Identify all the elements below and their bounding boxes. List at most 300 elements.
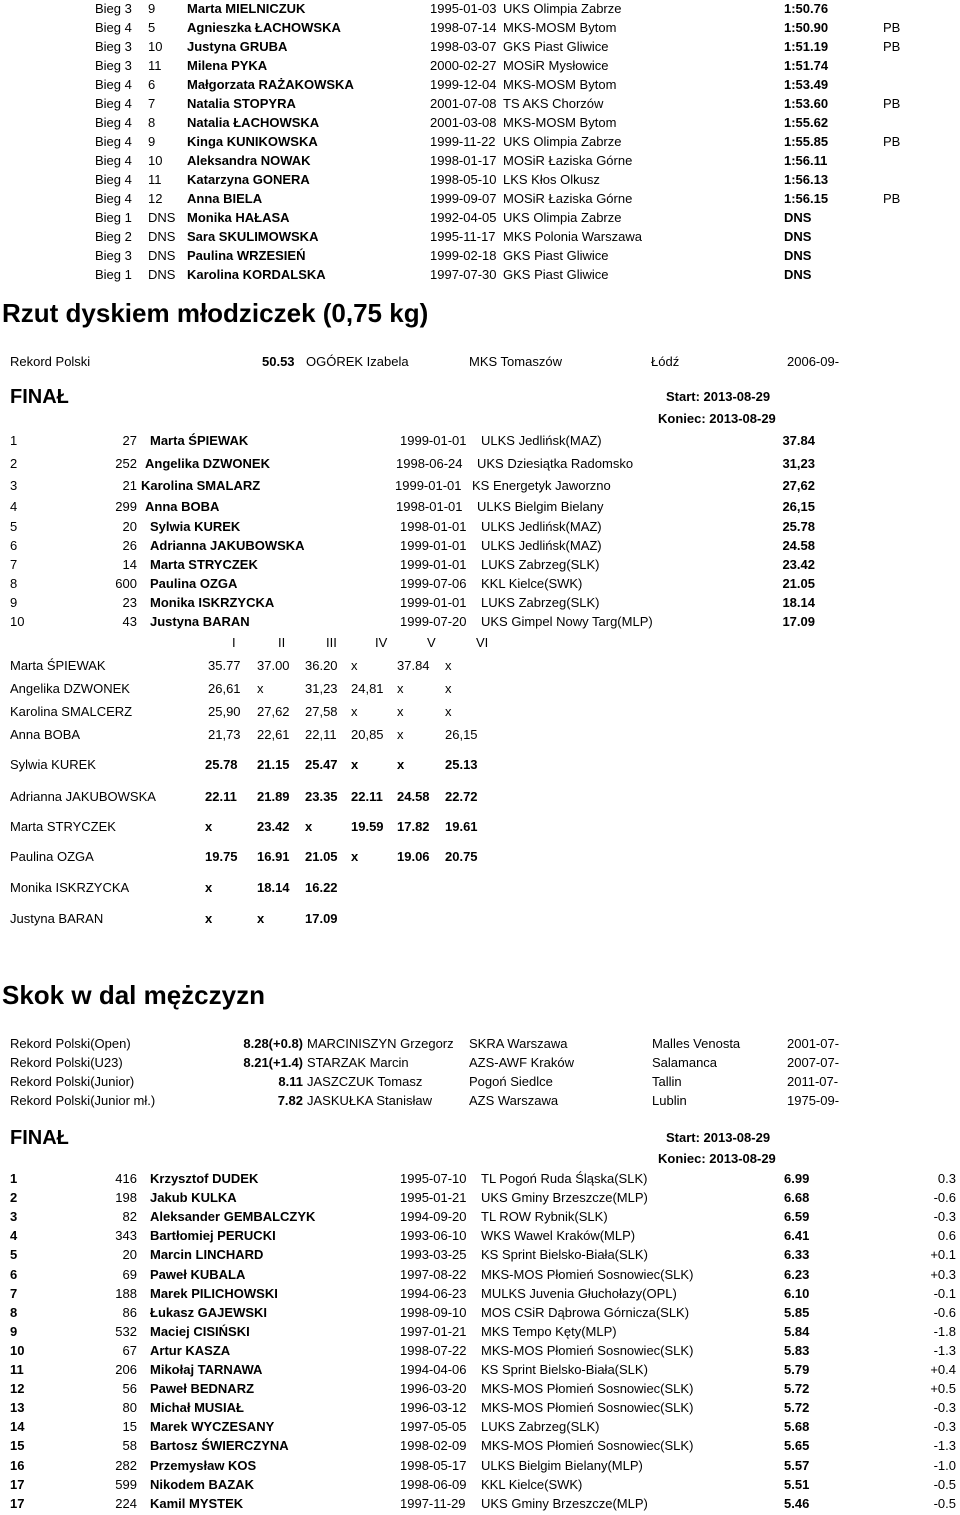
- birth-date: 1997-05-05: [400, 1419, 467, 1434]
- record-club: Pogoń Siedlce: [469, 1074, 553, 1089]
- result-value: 5.57: [784, 1458, 810, 1473]
- table-row: [0, 20, 960, 39]
- attempt-header: V: [427, 635, 436, 650]
- club-name: MKS-MOSM Bytom: [503, 20, 617, 35]
- table-row: [0, 229, 960, 248]
- table-row: [0, 1171, 960, 1190]
- attempt-value: 37.00: [257, 658, 290, 673]
- record-label: Rekord Polski: [10, 354, 91, 369]
- result-time: 1:50.90: [784, 20, 829, 35]
- pb-badge: PB: [883, 20, 901, 35]
- result-time: DNS: [784, 210, 812, 225]
- pb-badge: PB: [883, 96, 901, 111]
- athlete-name: Bartłomiej PERUCKI: [150, 1228, 276, 1243]
- athlete-name: Katarzyna GONERA: [187, 172, 310, 187]
- birth-date: 1999-01-01: [395, 478, 462, 493]
- section-title-longjump: Skok w dal mężczyzn: [2, 980, 265, 1010]
- result-value: 5.72: [784, 1400, 810, 1415]
- athlete-name: Paweł KUBALA: [150, 1267, 246, 1282]
- result-value: 5.79: [784, 1362, 810, 1377]
- record-place: Łódź: [651, 354, 680, 369]
- athlete-name: Anna BIELA: [187, 191, 263, 206]
- heat-cell: Bieg 4: [95, 96, 132, 111]
- wind-value: +0.1: [930, 1247, 956, 1262]
- athlete-name: Justyna GRUBA: [187, 39, 288, 54]
- athlete-name: Angelika DZWONEK: [10, 681, 130, 696]
- heat-cell: Bieg 3: [95, 39, 132, 54]
- attempt-row: [0, 819, 960, 838]
- birth-date: 1994-04-06: [400, 1362, 467, 1377]
- club-name: TL ROW Rybnik(SLK): [481, 1209, 608, 1224]
- record-date: 1975-09-: [787, 1093, 840, 1108]
- record-place: Tallin: [652, 1074, 682, 1089]
- bib-number: 27: [122, 433, 137, 448]
- bib-number: 599: [115, 1477, 137, 1492]
- place-cell: 17: [10, 1477, 25, 1492]
- attempt-row: [0, 658, 960, 677]
- table-row: [0, 557, 960, 576]
- end-date-discus: Koniec: 2013-08-29: [658, 411, 776, 426]
- final-label-discus: FINAŁ: [10, 386, 69, 408]
- club-name: KS Energetyk Jaworzno: [472, 478, 611, 493]
- table-row: [0, 1228, 960, 1247]
- wind-value: -1.0: [933, 1458, 956, 1473]
- pb-badge: PB: [883, 39, 901, 54]
- birth-date: 1994-06-23: [400, 1286, 467, 1301]
- attempt-value: x: [397, 681, 404, 696]
- table-row: [0, 267, 960, 286]
- attempt-value: x: [205, 911, 213, 926]
- final-label-longjump: FINAŁ: [10, 1127, 69, 1149]
- attempt-value: 19.06: [397, 849, 430, 864]
- table-row: [0, 1247, 960, 1266]
- position-cell: DNS: [148, 248, 176, 263]
- attempt-row: [0, 911, 960, 930]
- attempt-value: x: [205, 880, 213, 895]
- attempt-value: x: [445, 681, 452, 696]
- wind-value: -0.6: [933, 1305, 956, 1320]
- attempt-value: 19.59: [351, 819, 384, 834]
- table-row: [0, 1267, 960, 1286]
- attempt-value: 22.11: [205, 789, 237, 804]
- birth-date: 1998-07-22: [400, 1343, 467, 1358]
- table-row: [0, 576, 960, 595]
- birth-date: 1995-11-17: [430, 229, 496, 244]
- club-name: UKS Olimpia Zabrze: [503, 1, 622, 16]
- position-cell: 5: [148, 20, 156, 35]
- bib-number: 43: [122, 614, 137, 629]
- birth-date: 1998-05-17: [400, 1458, 467, 1473]
- club-name: KKL Kielce(SWK): [481, 576, 583, 591]
- place-cell: 10: [10, 614, 25, 629]
- wind-value: +0.5: [930, 1381, 956, 1396]
- attempt-header: IV: [375, 635, 388, 650]
- result-value: 37.84: [782, 433, 815, 448]
- birth-date: 1993-06-10: [400, 1228, 467, 1243]
- result-time: 1:55.85: [784, 134, 829, 149]
- attempt-value: 31,23: [305, 681, 338, 696]
- athlete-name: Mikołaj TARNAWA: [150, 1362, 263, 1377]
- result-time: 1:56.11: [784, 153, 828, 168]
- heat-cell: Bieg 1: [95, 210, 132, 225]
- heat-cell: Bieg 4: [95, 77, 132, 92]
- birth-date: 1998-01-01: [396, 499, 463, 514]
- bib-number: 198: [115, 1190, 137, 1205]
- result-value: 18.14: [782, 595, 815, 610]
- birth-date: 1999-12-04: [430, 77, 497, 92]
- place-cell: 2: [10, 1190, 18, 1205]
- attempt-value: x: [351, 849, 359, 864]
- result-value: 6.99: [784, 1171, 810, 1186]
- club-name: MKS-MOS Płomień Sosnowiec(SLK): [481, 1343, 694, 1358]
- attempt-value: 23.35: [305, 789, 338, 804]
- record-holder: OGÓREK Izabela: [306, 354, 409, 369]
- athlete-name: Adrianna JAKUBOWSKA: [150, 538, 305, 553]
- athlete-name: Sara SKULIMOWSKA: [187, 229, 319, 244]
- table-row: [0, 538, 960, 557]
- birth-date: 1999-01-01: [400, 538, 467, 553]
- wind-value: -0.5: [933, 1496, 956, 1511]
- record-date: 2007-07-: [787, 1055, 840, 1070]
- attempt-value: x: [351, 704, 358, 719]
- wind-value: -0.3: [933, 1419, 956, 1434]
- discus-record-row: [0, 354, 960, 373]
- record-label: Rekord Polski(U23): [10, 1055, 123, 1070]
- result-time: 1:55.62: [784, 115, 829, 130]
- place-cell: 3: [10, 1209, 18, 1224]
- athlete-name: Maciej CISIŃSKI: [150, 1324, 250, 1339]
- wind-value: 0.3: [937, 1171, 956, 1186]
- record-row: [0, 1055, 960, 1074]
- record-holder: JASZCZUK Tomasz: [307, 1074, 423, 1089]
- athlete-name: Jakub KULKA: [150, 1190, 237, 1205]
- attempt-row: [0, 789, 960, 808]
- bib-number: 86: [122, 1305, 137, 1320]
- table-row: [0, 1496, 960, 1515]
- record-row: [0, 1036, 960, 1055]
- bib-number: 21: [122, 478, 137, 493]
- table-row: [0, 172, 960, 191]
- attempt-value: 18.14: [257, 880, 290, 895]
- athlete-name: Marek WYCZESANY: [150, 1419, 275, 1434]
- table-row: [0, 614, 960, 633]
- table-row: [0, 499, 960, 518]
- club-name: LUKS Zabrzeg(SLK): [481, 1419, 600, 1434]
- bib-number: 416: [115, 1171, 137, 1186]
- attempt-row: [0, 849, 960, 868]
- record-row: [0, 1093, 960, 1112]
- table-row: [0, 115, 960, 134]
- birth-date: 1995-01-21: [400, 1190, 467, 1205]
- club-name: MKS-MOS Płomień Sosnowiec(SLK): [481, 1438, 694, 1453]
- attempt-value: 20,85: [351, 727, 384, 742]
- attempt-value: 21.05: [305, 849, 338, 864]
- attempt-value: 19.61: [445, 819, 478, 834]
- attempt-value: x: [305, 819, 313, 834]
- place-cell: 12: [10, 1381, 25, 1396]
- athlete-name: Agnieszka ŁACHOWSKA: [187, 20, 341, 35]
- athlete-name: Łukasz GAJEWSKI: [150, 1305, 268, 1320]
- wind-value: -0.3: [933, 1400, 956, 1415]
- attempt-value: 24.58: [397, 789, 430, 804]
- attempt-value: 25,90: [208, 704, 241, 719]
- position-cell: 9: [148, 1, 156, 16]
- birth-date: 1999-11-22: [430, 134, 496, 149]
- record-label: Rekord Polski(Open): [10, 1036, 131, 1051]
- record-holder: MARCINISZYN Grzegorz: [307, 1036, 454, 1051]
- result-time: 1:50.76: [784, 1, 829, 16]
- birth-date: 1997-07-30: [430, 267, 497, 282]
- bib-number: 23: [122, 595, 137, 610]
- table-row: [0, 595, 960, 614]
- result-time: 1:51.19: [784, 39, 829, 54]
- attempt-header: II: [278, 635, 286, 650]
- athlete-name: Anna BOBA: [145, 499, 220, 514]
- result-value: 5.84: [784, 1324, 810, 1339]
- pb-badge: PB: [883, 134, 901, 149]
- table-row: [0, 1305, 960, 1324]
- bib-number: 69: [122, 1267, 137, 1282]
- attempt-value: 35.77: [208, 658, 241, 673]
- place-cell: 11: [10, 1362, 24, 1377]
- club-name: LUKS Zabrzeg(SLK): [481, 557, 600, 572]
- result-time: 1:56.15: [784, 191, 829, 206]
- heat-cell: Bieg 4: [95, 20, 132, 35]
- attempt-value: 26,61: [208, 681, 241, 696]
- record-value: 7.82: [277, 1093, 303, 1108]
- table-row: [0, 58, 960, 77]
- club-name: ULKS Jedlińsk(MAZ): [481, 433, 602, 448]
- position-cell: 6: [148, 77, 156, 92]
- birth-date: 1997-08-22: [400, 1267, 467, 1282]
- place-cell: 7: [10, 1286, 18, 1301]
- attempt-value: 22.11: [351, 789, 383, 804]
- club-name: KS Sprint Bielsko-Biała(SLK): [481, 1362, 648, 1377]
- position-cell: 12: [148, 191, 163, 206]
- athlete-name: Kamil MYSTEK: [150, 1496, 244, 1511]
- record-value: 8.28(+0.8): [243, 1036, 303, 1051]
- record-row: [0, 1074, 960, 1093]
- birth-date: 1999-07-20: [400, 614, 467, 629]
- table-row: [0, 1190, 960, 1209]
- record-place: Salamanca: [652, 1055, 718, 1070]
- table-row: [0, 248, 960, 267]
- result-time: DNS: [784, 229, 812, 244]
- result-value: 17.09: [782, 614, 815, 629]
- athlete-name: Paweł BEDNARZ: [150, 1381, 255, 1396]
- birth-date: 1998-06-24: [396, 456, 463, 471]
- place-cell: 1: [10, 1171, 18, 1186]
- attempt-value: 24,81: [351, 681, 384, 696]
- athlete-name: Milena PYKA: [187, 58, 268, 73]
- result-value: 5.46: [784, 1496, 810, 1511]
- athlete-name: Karolina SMALCERZ: [10, 704, 133, 719]
- attempt-header: VI: [476, 635, 489, 650]
- bib-number: 26: [122, 538, 137, 553]
- position-cell: 10: [148, 153, 163, 168]
- position-cell: 9: [148, 134, 156, 149]
- club-name: UKS Dziesiątka Radomsko: [477, 456, 634, 471]
- birth-date: 1994-09-20: [400, 1209, 467, 1224]
- birth-date: 2001-07-08: [430, 96, 497, 111]
- athlete-name: Marek PILICHOWSKI: [150, 1286, 278, 1301]
- place-cell: 16: [10, 1458, 25, 1473]
- result-value: 27,62: [782, 478, 815, 493]
- place-cell: 9: [10, 595, 18, 610]
- bib-number: 15: [122, 1419, 137, 1434]
- table-row: [0, 1209, 960, 1228]
- athlete-name: Marta MIELNICZUK: [187, 1, 306, 16]
- result-value: 31,23: [782, 456, 815, 471]
- heat-cell: Bieg 4: [95, 115, 132, 130]
- club-name: ULKS Jedlińsk(MAZ): [481, 519, 602, 534]
- result-value: 6.33: [784, 1247, 810, 1262]
- attempt-value: 21,73: [208, 727, 241, 742]
- table-row: [0, 1324, 960, 1343]
- position-cell: DNS: [148, 229, 176, 244]
- bib-number: 56: [122, 1381, 137, 1396]
- athlete-name: Nikodem BAZAK: [150, 1477, 255, 1492]
- table-row: [0, 191, 960, 210]
- result-value: 25.78: [782, 519, 815, 534]
- attempt-value: 26,15: [445, 727, 478, 742]
- attempt-value: 22,11: [305, 727, 337, 742]
- record-value: 8.21(+1.4): [243, 1055, 303, 1070]
- attempt-value: 22,61: [257, 727, 290, 742]
- position-cell: 11: [148, 172, 162, 187]
- record-date: 2011-07-: [787, 1074, 839, 1089]
- birth-date: 1998-09-10: [400, 1305, 467, 1320]
- wind-value: -1.3: [933, 1438, 956, 1453]
- pb-badge: PB: [883, 191, 901, 206]
- record-date: 2001-07-: [787, 1036, 840, 1051]
- athlete-name: Marcin LINCHARD: [150, 1247, 264, 1262]
- birth-date: 1999-01-01: [400, 557, 467, 572]
- wind-value: -1.3: [933, 1343, 956, 1358]
- table-row: [0, 1362, 960, 1381]
- club-name: ULKS Jedlińsk(MAZ): [481, 538, 602, 553]
- club-name: GKS Piast Gliwice: [503, 267, 609, 282]
- wind-value: -0.5: [933, 1477, 956, 1492]
- result-time: 1:53.60: [784, 96, 829, 111]
- bib-number: 532: [115, 1324, 137, 1339]
- place-cell: 5: [10, 1247, 18, 1262]
- table-row: [0, 39, 960, 58]
- start-date-longjump: Start: 2013-08-29: [666, 1130, 771, 1145]
- attempt-value: 27,58: [305, 704, 338, 719]
- result-value: 6.10: [784, 1286, 810, 1301]
- position-cell: 8: [148, 115, 156, 130]
- attempt-value: 16.22: [305, 880, 338, 895]
- result-value: 5.85: [784, 1305, 810, 1320]
- athlete-name: Sylwia KUREK: [10, 757, 96, 772]
- place-cell: 15: [10, 1438, 25, 1453]
- table-row: [0, 96, 960, 115]
- attempt-row: [0, 727, 960, 746]
- club-name: MKS-MOSM Bytom: [503, 115, 617, 130]
- club-name: MKS-MOSM Bytom: [503, 77, 617, 92]
- wind-value: 0.6: [937, 1228, 956, 1243]
- athlete-name: Michał MUSIAŁ: [150, 1400, 244, 1415]
- table-row: [0, 1286, 960, 1305]
- athlete-name: Adrianna JAKUBOWSKA: [10, 789, 156, 804]
- bib-number: 82: [122, 1209, 137, 1224]
- wind-value: -1.8: [933, 1324, 956, 1339]
- position-cell: DNS: [148, 267, 176, 282]
- place-cell: 10: [10, 1343, 25, 1358]
- table-row: [0, 1, 960, 20]
- club-name: UKS Olimpia Zabrze: [503, 210, 622, 225]
- place-cell: 8: [10, 1305, 18, 1320]
- attempt-value: 23.42: [257, 819, 290, 834]
- club-name: MOSiR Łaziska Górne: [503, 153, 633, 168]
- attempt-value: 22.72: [445, 789, 478, 804]
- club-name: LKS Kłos Olkusz: [503, 172, 600, 187]
- club-name: ULKS Bielgim Bielany(MLP): [481, 1458, 643, 1473]
- heat-cell: Bieg 3: [95, 1, 132, 16]
- athlete-name: Paulina OZGA: [10, 849, 94, 864]
- result-value: 23.42: [782, 557, 815, 572]
- heat-cell: Bieg 3: [95, 248, 132, 263]
- table-row: [0, 1419, 960, 1438]
- athlete-name: Marta STRYCZEK: [10, 819, 116, 834]
- place-cell: 17: [10, 1496, 25, 1511]
- bib-number: 600: [115, 576, 137, 591]
- result-value: 5.51: [784, 1477, 810, 1492]
- athlete-name: Marta STRYCZEK: [150, 557, 258, 572]
- heat-cell: Bieg 4: [95, 153, 132, 168]
- athlete-name: Marta ŚPIEWAK: [10, 658, 106, 673]
- athlete-name: Justyna BARAN: [150, 614, 250, 629]
- club-name: GKS Piast Gliwice: [503, 39, 609, 54]
- athlete-name: Monika ISKRZYCKA: [10, 880, 130, 895]
- heat-cell: Bieg 2: [95, 229, 132, 244]
- club-name: WKS Wawel Kraków(MLP): [481, 1228, 636, 1243]
- attempt-row: [0, 704, 960, 723]
- record-place: Malles Venosta: [652, 1036, 741, 1051]
- result-value: 21.05: [782, 576, 815, 591]
- record-label: Rekord Polski(Junior): [10, 1074, 135, 1089]
- birth-date: 1999-09-07: [430, 191, 497, 206]
- athlete-name: Artur KASZA: [150, 1343, 231, 1358]
- athlete-name: Karolina KORDALSKA: [187, 267, 326, 282]
- result-value: 6.41: [784, 1228, 810, 1243]
- place-cell: 7: [10, 557, 18, 572]
- result-value: 5.68: [784, 1419, 810, 1434]
- birth-date: 2000-02-27: [430, 58, 497, 73]
- place-cell: 3: [10, 478, 18, 493]
- record-date: 2006-09-: [787, 354, 840, 369]
- bib-number: 224: [115, 1496, 137, 1511]
- club-name: MOSiR Mysłowice: [503, 58, 609, 73]
- bib-number: 299: [115, 499, 137, 514]
- attempt-value: 16.91: [257, 849, 290, 864]
- wind-value: -0.6: [933, 1190, 956, 1205]
- place-cell: 2: [10, 456, 18, 471]
- birth-date: 1997-11-29: [400, 1496, 466, 1511]
- result-value: 6.59: [784, 1209, 810, 1224]
- club-name: TL Pogoń Ruda Śląska(SLK): [481, 1171, 648, 1186]
- club-name: MOSiR Łaziska Górne: [503, 191, 633, 206]
- result-time: 1:53.49: [784, 77, 829, 92]
- birth-date: 1992-04-05: [430, 210, 497, 225]
- place-cell: 4: [10, 499, 18, 514]
- athlete-name: Justyna BARAN: [10, 911, 104, 926]
- club-name: MKS Polonia Warszawa: [503, 229, 642, 244]
- birth-date: 1995-07-10: [400, 1171, 467, 1186]
- birth-date: 1998-07-14: [430, 20, 497, 35]
- attempt-value: 37.84: [397, 658, 430, 673]
